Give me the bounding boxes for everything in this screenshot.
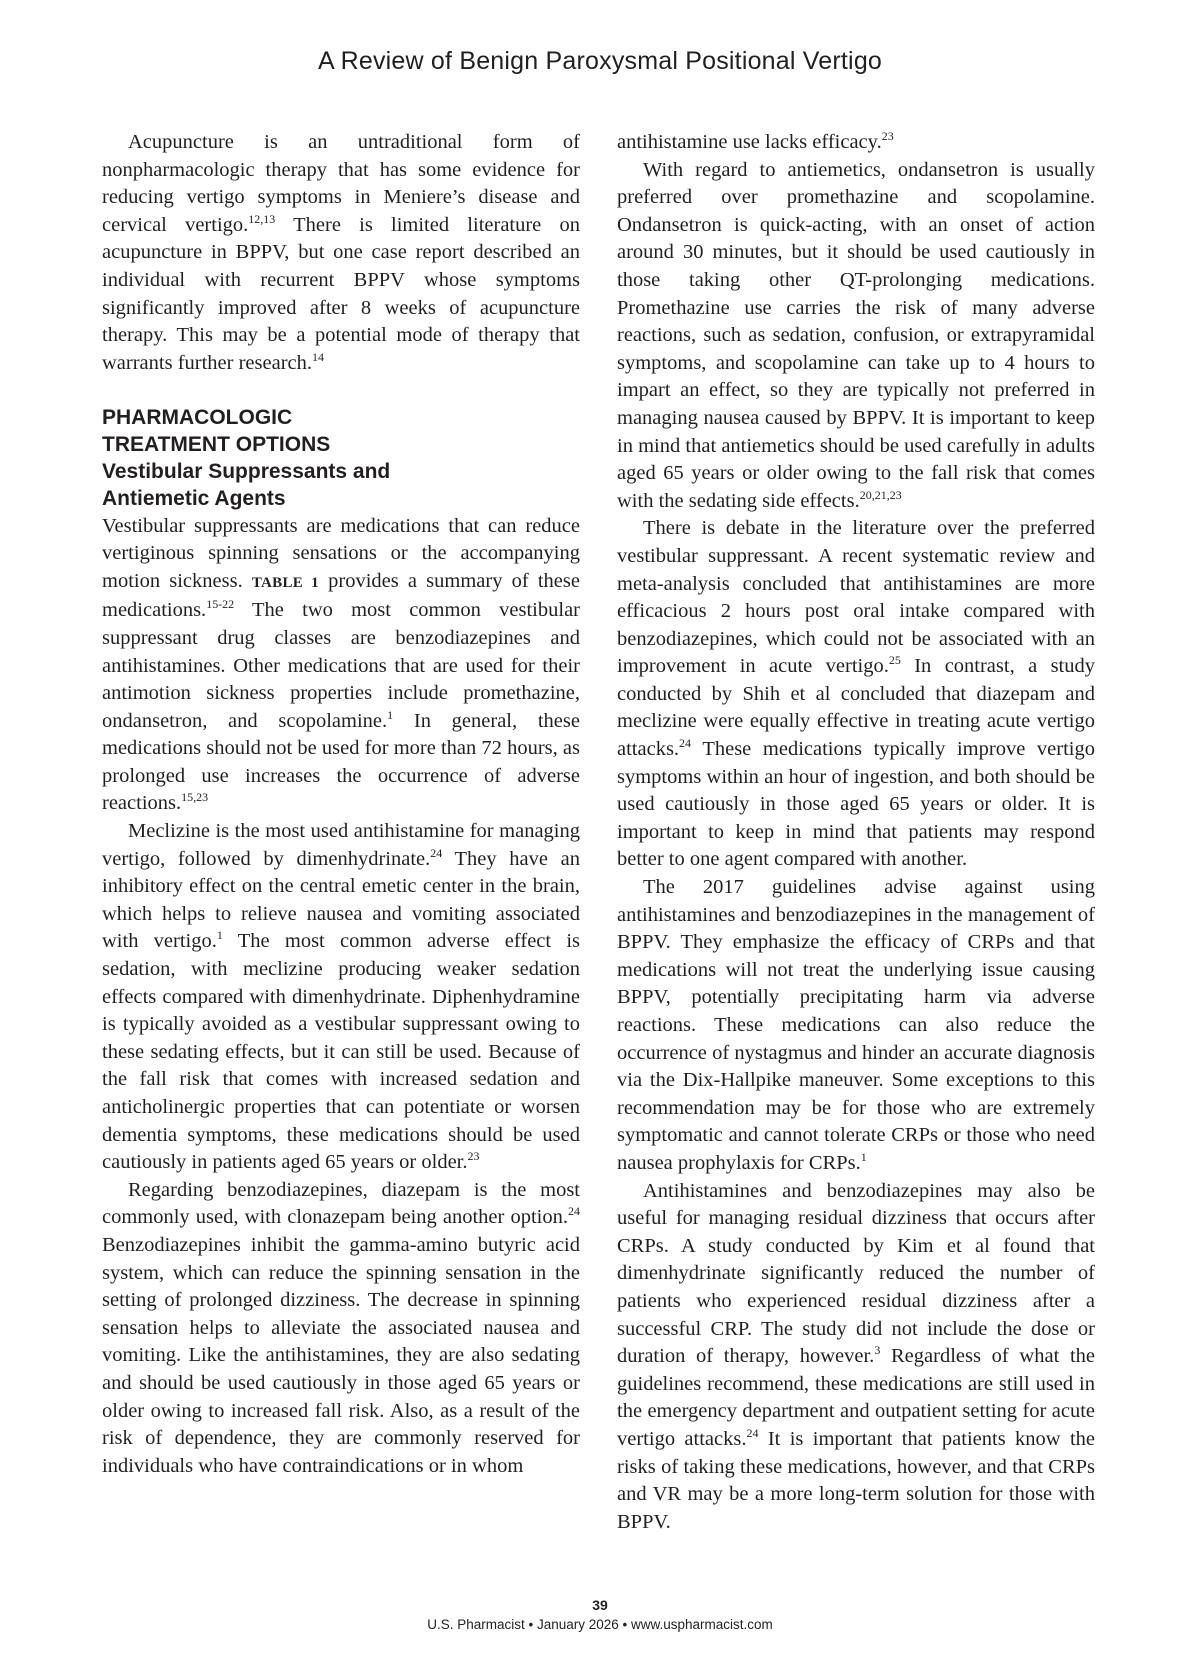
text-run: It is important that patients know the risks of taking these medications, however, and that CRPs and VR may be a more long-term solution for those with BPPV. <box>617 1427 1095 1533</box>
citation: 23 <box>467 1149 480 1164</box>
subsection-heading-line: Antiemetic Agents <box>102 486 286 510</box>
citation: 3 <box>874 1343 881 1358</box>
text-run: In general, these medications should not be used for more than 72 hours, as prolonged use increases the occurrence of adverse reactions. <box>102 709 580 815</box>
paragraph-residual-dizziness <box>617 1178 1095 1537</box>
paragraph-debate <box>617 515 1095 874</box>
text-run: The two most common vestibular suppressant drug classes are benzodiazepines and antihistamines. Other medications that are used for their antimotion sickness properties include promethazine, ondansetron, and scopolamine. <box>102 599 580 732</box>
section-heading <box>102 405 580 512</box>
citation: 23 <box>881 129 894 143</box>
subsection-heading-line: Vestibular Suppressants and <box>102 459 391 483</box>
citation: 1 <box>216 928 223 943</box>
citation: 24 <box>679 736 692 751</box>
citation: 24 <box>430 845 443 860</box>
paragraph-acupuncture <box>102 129 580 377</box>
text-run: In contrast, a study conducted by Shih et al concluded that diazepam and meclizine were equally effective in treating acute vertigo attacks. <box>617 655 1095 761</box>
citation: 25 <box>888 653 901 668</box>
text-run: Regarding benzodiazepines, diazepam is the most commonly used, with clonazepam being another option. <box>102 1178 580 1229</box>
text-run: With regard to antiemetics, ondansetron is usually preferred over promethazine and scopolamine. Ondansetron is quick-acting, with an onset of action around 30 minutes, but it should be used cautiously in those taking other QT-prolonging medications. Promethazine use carries the risk of many adverse reactions, such as sedation, confusion, or extrapyramidal symptoms, and scopolamine can take up to 4 hours to impart an effect, so they are typically not preferred in managing nausea caused by BPPV. It is important to keep in mind that antiemetics should be used carefully in adults aged 65 years or older owing to the fall risk that comes with the sedating side effects. <box>617 158 1095 512</box>
text-run: Acupuncture is an untraditional form of nonpharmacologic therapy that has some evidence for reducing vertigo symptoms in Meniere’s disease and cervical vertigo. <box>102 131 580 236</box>
citation: 24 <box>568 1204 580 1219</box>
citation: 24 <box>746 1425 759 1440</box>
section-heading-line: PHARMACOLOGIC <box>102 406 293 430</box>
text-run: Vestibular suppressants are medications that can reduce vertiginous spinning sensations or the accompanying motion sickness. <box>102 514 580 592</box>
text-run: Meclizine is the most used antihistamine for managing vertigo, followed by dimenhydrinate. <box>102 820 580 870</box>
paragraph-benzodiazepines <box>102 1177 580 1481</box>
section-heading-line: TREATMENT OPTIONS <box>102 433 331 457</box>
citation: 15-22 <box>206 597 235 612</box>
text-run: Benzodiazepines inhibit the gamma-amino butyric acid system, which can reduce the spinning sensation in the setting of prolonged dizziness. The decrease in spinning sensation helps to alleviate the associated nausea and vomiting. Like the antihistamines, they are also sedating and should be used cautiously in those aged 65 years or older owing to increased fall risk. Also, as a result of the risk of dependence, they are commonly reserved for individuals who have contraindications or in whom <box>102 1233 580 1477</box>
running-title: A Review of Benign Paroxysmal Positional Vertigo <box>317 47 883 75</box>
text-run: provides a summary of these medications. <box>102 569 580 622</box>
text-run: There is limited literature on acupuncture in BPPV, but one case report described an individual with recurrent BPPV whose symptoms significantly improved after 8 weeks of acupuncture therapy. This may be a potential mode of therapy that warrants further research. <box>102 213 580 374</box>
left-column <box>102 129 580 1480</box>
right-column <box>617 129 1095 1536</box>
citation: 20,21,23 <box>859 487 902 502</box>
text-run: There is debate in the literature over the preferred vestibular suppressant. A recent systematic review and meta-analysis concluded that antihistamines are more efficacious 2 hours post oral intake compared with benzodiazepines, which could not be associated with an improvement in acute vertigo. <box>617 517 1095 678</box>
paragraph-antiemetics <box>617 157 1095 516</box>
paragraph-vestibular-suppressants <box>102 513 580 819</box>
table-reference: TABLE 1 <box>251 574 319 591</box>
text-run: They have an inhibitory effect on the central emetic center in the brain, which helps to relieve nausea and vomiting associated with vertigo. <box>102 847 580 953</box>
paragraph-meclizine <box>102 818 580 1177</box>
text-run: Antihistamines and benzodiazepines may also be useful for managing residual dizziness that occurs after CRPs. A study conducted by Kim et al found that dimenhydrinate significantly reduced the number of patients who experienced residual dizziness after a successful CRP. The study did not include the dose or duration of therapy, however. <box>617 1179 1095 1368</box>
citation: 12,13 <box>248 211 276 226</box>
publication-footer: U.S. Pharmacist • January 2026 • www.uspharmacist.com <box>427 1617 773 1632</box>
text-run: Regardless of what the guidelines recommend, these medications are still used in the emergency department and outpatient setting for acute vertigo attacks. <box>617 1345 1095 1450</box>
text-run: antihistamine use lacks efficacy. <box>617 131 882 153</box>
citation: 15,23 <box>181 790 209 805</box>
citation: 1 <box>387 707 394 722</box>
citation: 14 <box>312 349 325 364</box>
page-number: 39 <box>592 1597 608 1613</box>
text-run: These medications typically improve vertigo symptoms within an hour of ingestion, and both should be used cautiously in those aged 65 years or older. It is important to keep in mind that patients may respond better to one agent compared with another. <box>617 738 1095 871</box>
citation: 1 <box>860 1149 867 1164</box>
text-run: The most common adverse effect is sedation, with meclizine producing weaker sedation effects compared with dimenhydrinate. Diphenhydramine is typically avoided as a vestibular suppressant owing to these sedating effects, but it can still be used. Because of the fall risk that comes with increased sedation and anticholinergic properties that can potentiate or worsen dementia symptoms, these medications should be used cautiously in patients aged 65 years or older. <box>102 930 580 1174</box>
paragraph-continued <box>617 129 1095 157</box>
text-run: The 2017 guidelines advise against using antihistamines and benzodiazepines in the management of BPPV. They emphasize the efficacy of CRPs and that medications will not treat the underlying issue causing BPPV, potentially precipitating harm via adverse reactions. These medications can also reduce the occurrence of nystagmus and hinder an accurate diagnosis via the Dix-Hallpike maneuver. Some exceptions to this recommendation may be for those who are extremely symptomatic and cannot tolerate CRPs or those who need nausea prophylaxis for CRPs. <box>617 876 1095 1174</box>
paragraph-guidelines <box>617 874 1095 1178</box>
